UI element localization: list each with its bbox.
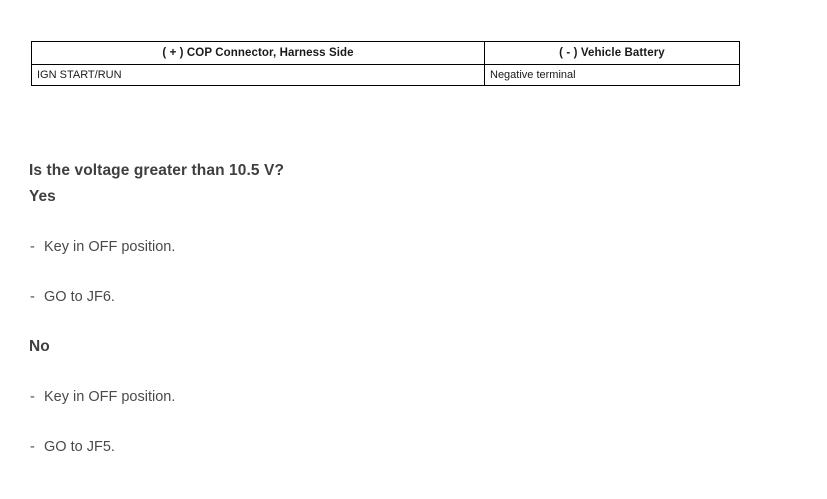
bullet-marker: -	[30, 289, 35, 305]
table-header	[32, 42, 740, 65]
question-text: Is the voltage greater than 10.5 V?	[29, 162, 285, 179]
list-item-label: Key in OFF position.	[44, 389, 176, 405]
list-item-label: GO to JF6.	[44, 289, 115, 305]
list-item-label: Key in OFF position.	[44, 239, 176, 255]
answer-no-label: No	[29, 338, 50, 355]
bullet-marker: -	[30, 239, 35, 255]
bullet-marker: -	[30, 439, 35, 455]
table-cell-negative: Negative terminal	[485, 65, 740, 86]
list-item	[30, 439, 115, 455]
table-body	[32, 65, 740, 86]
table-row	[32, 65, 740, 86]
list-item	[30, 289, 115, 305]
table-header-positive: ( + ) COP Connector, Harness Side	[32, 42, 485, 65]
table-header-negative: ( - ) Vehicle Battery	[485, 42, 740, 65]
bullet-marker: -	[30, 389, 35, 405]
table-cell-positive: IGN START/RUN	[32, 65, 485, 86]
list-item-label: GO to JF5.	[44, 439, 115, 455]
measurement-table	[31, 41, 740, 86]
list-item	[30, 389, 175, 405]
table-header-row	[32, 42, 740, 65]
answer-yes-label: Yes	[29, 188, 56, 205]
list-item	[30, 239, 175, 255]
